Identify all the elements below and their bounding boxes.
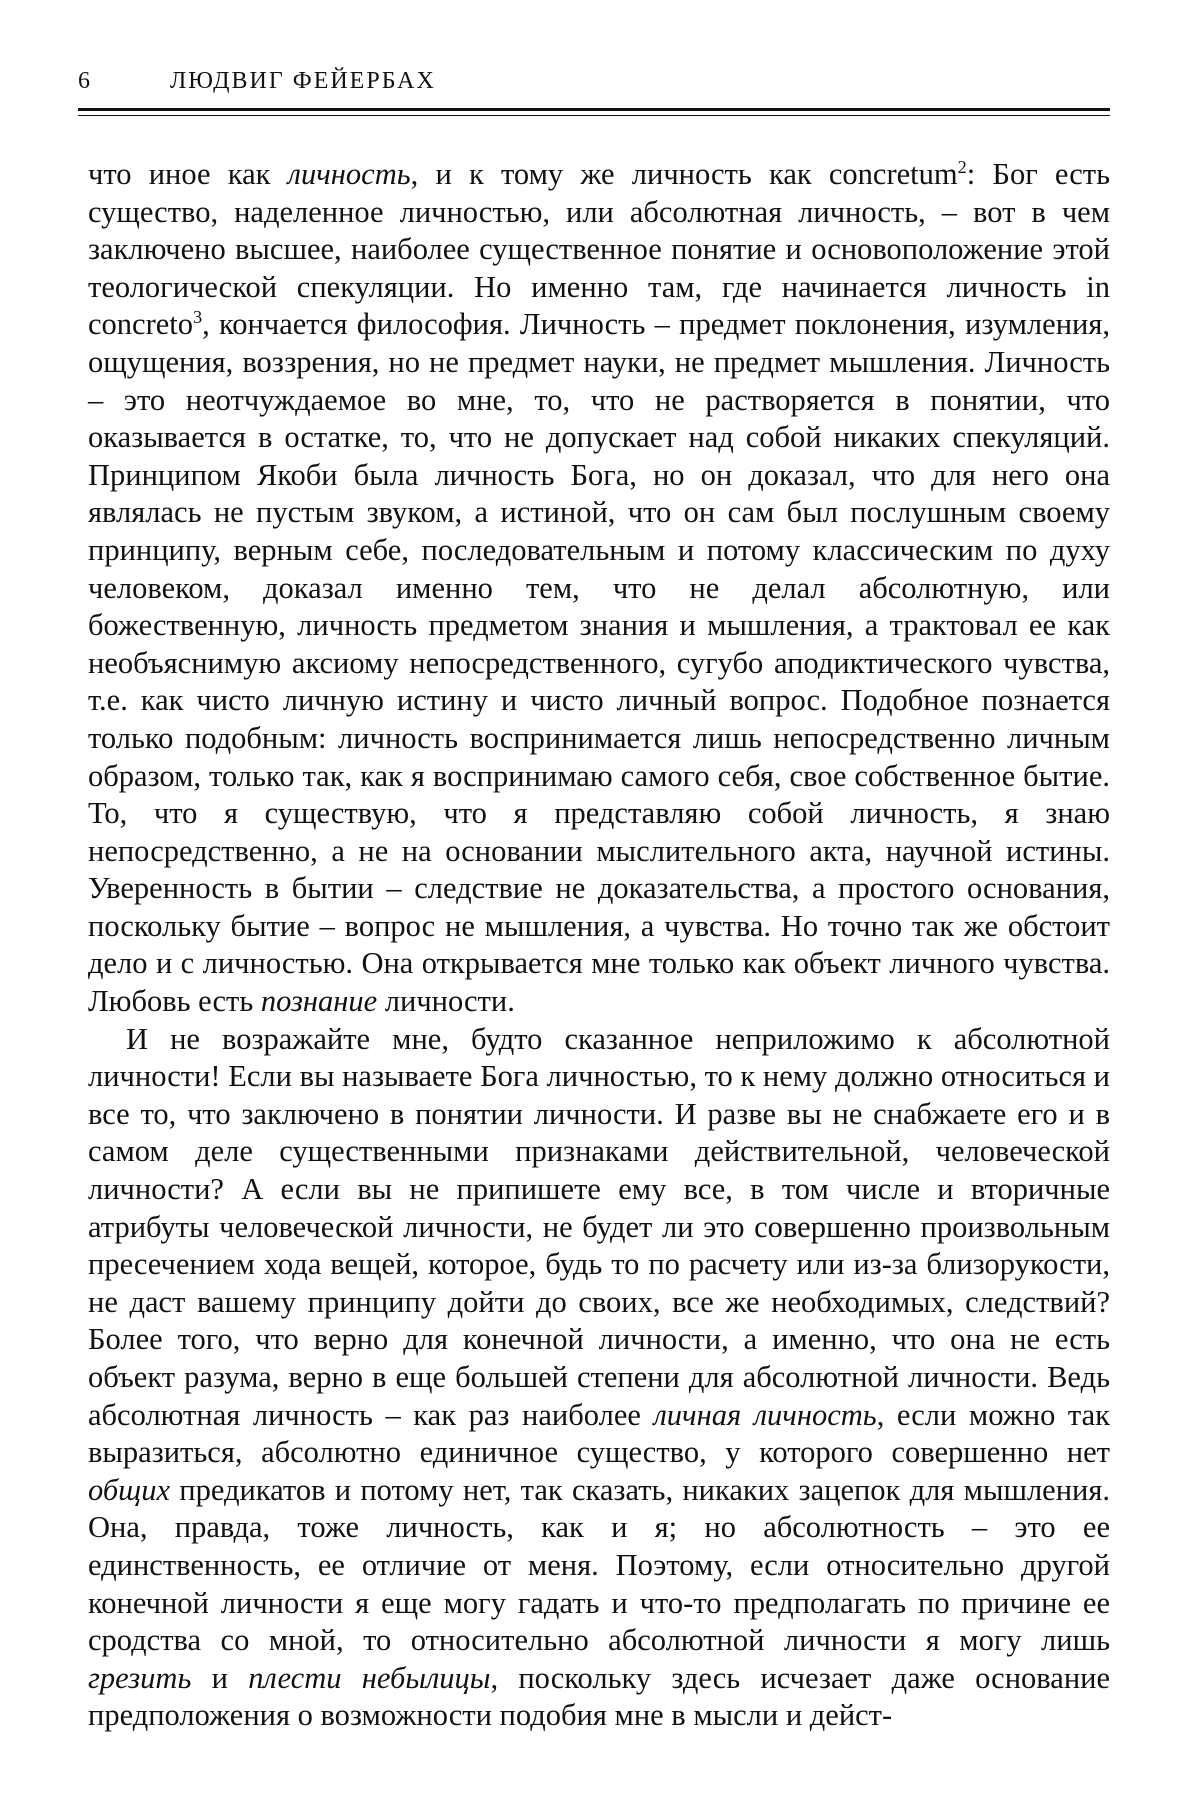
text-run: И не возражайте мне, будто сказанное неприложимо к абсолютной личности! Если вы называете Бога личностью, то к нему должно относиться и все то, что заключено в понятии личности. И разве вы не снабжаете его и в самом деле существенными признаками действительной, человеческой личности? А если вы не припишете ему все, в том числе и вторичные атрибуты человеческой личности, не будет ли это совершенно произвольным пресечением хода вещей, которое, будь то по расчету или из-за близорукости, не даст вашему принципу дойти до своих, все же необходимых, следствий? Более того, что верно для конечной личности, а именно, что она не есть объект разума, верно в еще большей степени для абсолютной личности. Ведь абсолютная личность – как раз наиболее bbox=[88, 1021, 1110, 1432]
text-run: , если можно так выразиться, абсолютно единичное существо, у которого совершенно нет bbox=[88, 1397, 1110, 1470]
italic-emphasis: грезить bbox=[88, 1660, 192, 1695]
running-title: ЛЮДВИГ ФЕЙЕРБАХ bbox=[170, 68, 436, 94]
text-run: , кончается философия. Личность – предмет поклонения, изумления, ощущения, воззрения, но не предмет науки, не предмет мышления. Личность – это неотчуждаемое во мне, то, что не растворяется в понятии, что оказывается в остатке, то, что не допускает над собой никаких спекуляций. Принципом Якоби была личность Бога, но он доказал, что для него она являлась не пустым звуком, а истиной, что он сам был послушным своему принципу, верным себе, последовательным и потому классическим по духу человеком, доказал именно тем, что не делал абсолютную, или божественную, личность предметом знания и мышления, а трактовал ее как необъяснимую аксиому непосредственного, сугубо аподиктического чувства, т.е. как чисто личную истину и чисто личный вопрос. Подобное познается только подобным: личность воспринимается лишь непосредственно личным образом, только так, как я воспринимаю самого себя, свое собственное бытие. То, что я существую, что я представляю собой личность, я знаю непосредственно, а не на основании мыслительного акта, научной истины. Уверенность в бытии – следствие не доказательства, а простого основания, поскольку бытие – вопрос не мышления, а чувства. Но точно так же обстоит дело и с личностью. Она открывается мне только как объект личного чувства. Любовь есть bbox=[88, 307, 1110, 1019]
text-run: личности. bbox=[377, 984, 515, 1019]
text-run: и bbox=[191, 1660, 249, 1695]
italic-emphasis: общих bbox=[88, 1472, 170, 1507]
italic-emphasis: личность bbox=[287, 157, 411, 191]
footnote-marker: 2 bbox=[957, 156, 967, 177]
header-rule-thin bbox=[78, 115, 1110, 116]
text-run: что иное как bbox=[88, 157, 288, 191]
header-rule-thick bbox=[78, 108, 1110, 111]
running-head bbox=[78, 68, 1110, 108]
italic-emphasis: познание bbox=[260, 984, 378, 1019]
text-run: , поскольку здесь исчезает даже основание предположения о возможности подобия мне в мысли и дейст- bbox=[88, 1660, 1111, 1733]
paragraph bbox=[88, 1021, 1110, 1735]
text-run: , и к тому же личность как concretum bbox=[410, 157, 958, 191]
italic-emphasis: плести небылицы bbox=[248, 1660, 491, 1695]
text-run: : Бог есть существо, наделенное личностью, или абсолютная личность, – вот в чем заключено высшее, наиболее существенное понятие и основоположение этой теологической спекуляции. Но именно там, где начинается личность in concreto bbox=[88, 157, 1110, 342]
paragraph bbox=[88, 156, 1110, 1021]
body-text bbox=[88, 156, 1110, 1735]
page-number: 6 bbox=[78, 68, 91, 94]
footnote-marker: 3 bbox=[193, 307, 203, 328]
text-run: предикатов и потому нет, так сказать, никаких зацепок для мышления. Она, правда, тоже личность, как и я; но абсолютность – это ее единственность, ее отличие от меня. Поэтому, если относительно другой конечной личности я еще могу гадать и что-то предполагать по причине ее сродства со мной, то относительно абсолютной личности я могу лишь bbox=[88, 1472, 1110, 1658]
italic-emphasis: личная личность bbox=[653, 1397, 877, 1432]
